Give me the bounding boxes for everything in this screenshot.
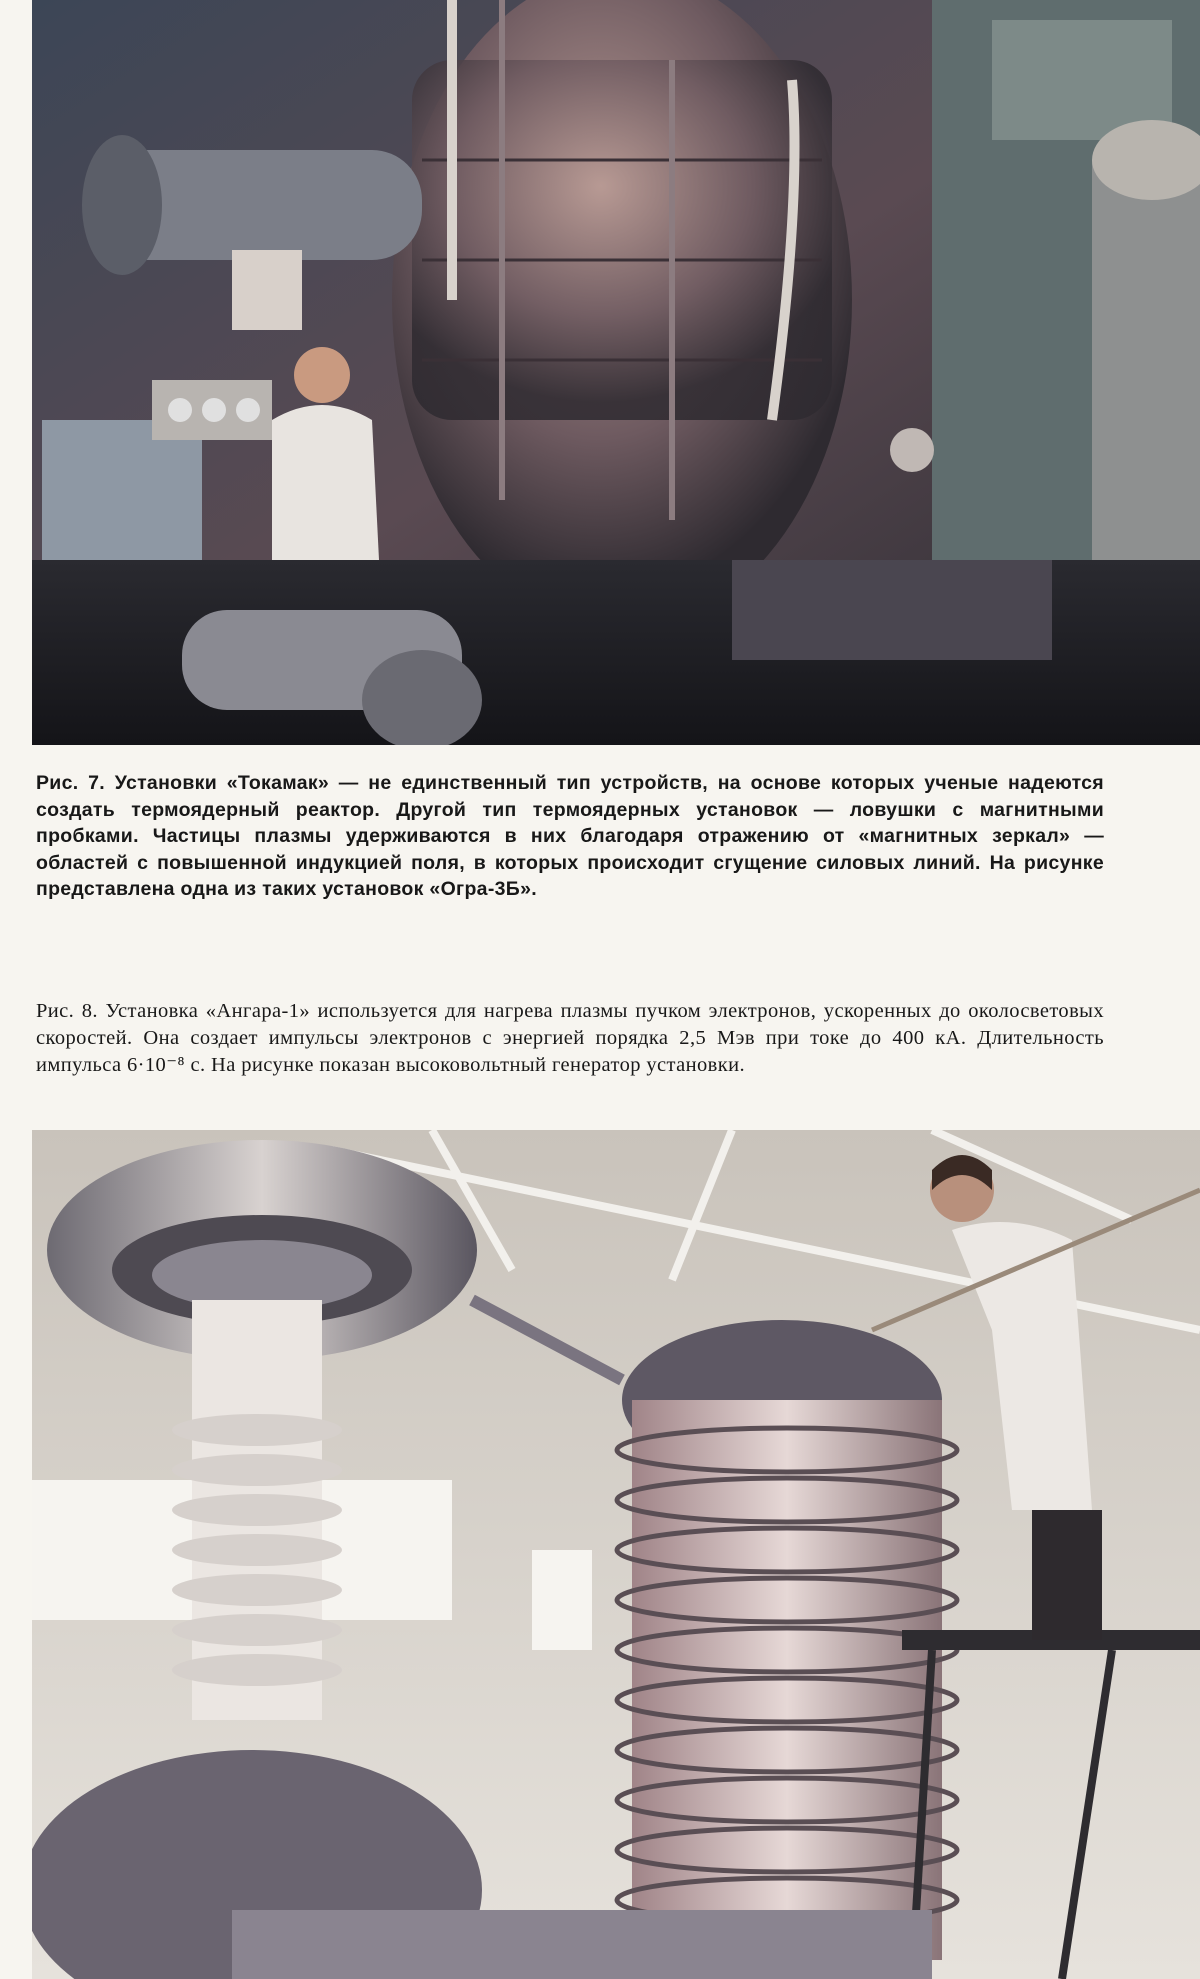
angara-generator-photo: [32, 1130, 1200, 1979]
photo-illustration-icon: [32, 1130, 1200, 1979]
photo-illustration-icon: [32, 0, 1200, 745]
figure-8-caption: Рис. 8. Установка «Ангара-1» используется для нагрева плазмы пучком электронов, ускоренных до околосветовых скоростей. Она создает импульсы электронов с энергией порядка 2,5 Мэв при токе до 400 кА. Длительность импульса 6·10⁻⁸ с. На рисунке показан высоковольтный генератор установки.: [36, 1000, 1104, 1076]
figure-7-caption: Рис. 7. Установки «Токамак» — не единственный тип устройств, на основе которых ученые надеются создать термоядерный реактор. Другой тип термоядерных установок — ловушки с магнитными пробками. Частицы плазмы удерживаются в них благодаря отражению от «магнитных зеркал» — областей с повышенной индукцией поля, в которых происходит сгущение силовых линий. На рисунке представлена одна из таких установок «Огра-3Б».: [36, 772, 1104, 900]
ogra-installation-photo: [32, 0, 1200, 745]
